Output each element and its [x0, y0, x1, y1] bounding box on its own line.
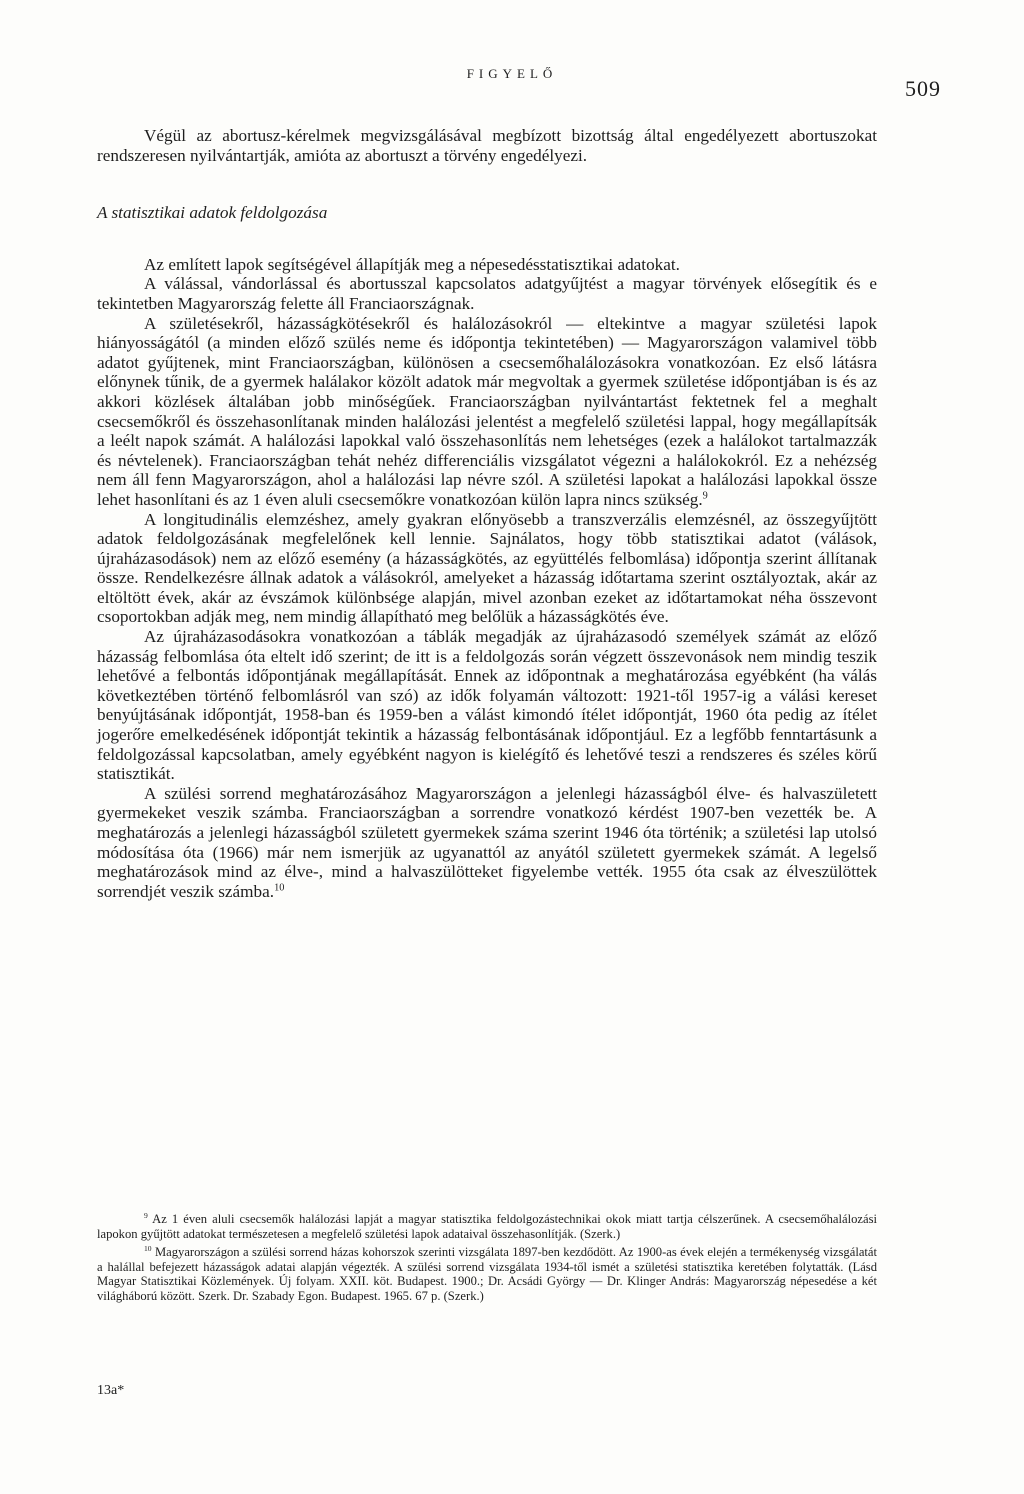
footnote-mark: 9 — [144, 1210, 148, 1220]
signature-mark: 13a* — [97, 1383, 125, 1398]
footnote-text: Magyarországon a szülési sorrend házas kohorszok szerinti vizsgálata 1897-ben kezdődött. Az 1900-as évek elején a termékenység vizsgálatát a halállal befejezett házasságok adatai alapján végezték. A szülési sorrend vizsgálata 1934-től ismét a születési statisztika keretében folytatták. (Lásd Magyar Statisztikai Közlemények. Új folyam. XXII. köt. Budapest. 1900.; Dr. Acsádi György — Dr. Klinger András: Magyarország népesedése a két világháború között. Szerk. Dr. Szabady Egon. Budapest. 1965. 67 p. (Szerk.) — [97, 1245, 877, 1303]
page-number: 509 — [905, 76, 941, 101]
paragraph: Az említett lapok segítségével állapítják meg a népesedésstatisztikai adatokat. — [144, 254, 680, 274]
footnote-mark: 10 — [144, 1244, 152, 1253]
paragraph: A válással, vándorlással és abortusszal kapcsolatos adatgyűjtést a magyar törvények elősegítik és e tekintetben Magyarország felette áll Franciaországnak. — [97, 274, 877, 313]
footnotes — [97, 1212, 877, 1308]
footnote — [97, 1212, 877, 1241]
paragraph: A longitudinális elemzéshez, amely gyakran előnyösebb a transzverzális elemzésnél, az összegyűjtött adatok feldolgozásának megfelelőnek kell lennie. Sajnálatos, hogy több statisztikai adatot (válások, újraházasodások) nem az előző esemény (a házasságkötés, az együttélés felbomlása) időpontja szerint állítanak össze. Rendelkezésre állnak adatok a válásokról, amelyeket a házasság időtartama szerint osztályoztak, akár az eltöltött évek, akár az évszámok különbsége alapján, mivel azonban ezeket az időtartamokat néha összevont csoportokban adják meg, nem mindig állapítható meg belőlük a házasságkötés éve. — [97, 509, 877, 627]
paragraph: Végül az abortusz-kérelmek megvizsgálásával megbízott bizottság által engedélyezett abortuszokat rendszeresen nyilvántartják, amióta az abortuszt a törvény engedélyezi. — [97, 126, 877, 165]
footnote-text: Az 1 éven aluli csecsemők halálozási lapját a magyar statisztika feldolgozástechnikai okok miatt tartja célszerűnek. A csecsemőhalálozási lapokon gyűjtött adatokat természetesen a megfelelő születési lapok adataival összehasonlítják. (Szerk.) — [97, 1212, 877, 1241]
paragraph: Az újraházasodásokra vonatkozóan a táblák megadják az újraházasodó személyek számát az előző házasság felbomlása óta eltelt idő szerint; de itt is a feldolgozás során végzett összevonások nem mindig teszik lehetővé a felbontás időpontjának megállapítását. Ennek az időpontnak a meghatározása egyébként (ha válás következtében történő felbomlásról van szó) az idők folyamán változott: 1921-től 1957-ig a válási kereset benyújtásának időpontját, 1958-ban és 1959-ben a válást kimondó ítélet időpontját, 1960 óta pedig az ítélet jogerőre emelkedésének időpontját tekintik a házasság felbontásának időpontjául. Ez a legfőbb fenntartásunk a feldolgozással kapcsolatban, amely egyébként nagyon is kielégítő és lehetővé teszi a rendszeres és széles körű statisztikát. — [97, 627, 877, 784]
paragraph-text: A születésekről, házasságkötésekről és halálozásokról — eltekintve a magyar születési lapok hiányosságától (a minden előző szülés neme és időpontja tekintetében) — Magyarországon valamivel több adatot gyűjtenek, mint Franciaországban, különösen a csecsemőhalálozásokra vonatkozóan. Ez első látásra előnynek tűnik, de a gyermek halálakor közölt adatok már megvoltak a gyermek születése időpontjában is és az akkori közlések általában jobb minőségűek. Franciaországban nyilvántartást fektetnek fel a meghalt csecsemőkről és összehasonlítanak minden halálozási jelentést a megfelelő születési lappal, hogy megállapítsák a leélt napok számát. A halálozási lapokkal való összehasonlítás nem lehetséges (ezek a halálokot tartalmazzák és névtelenek). Franciaországban tehát nehéz differenciális vizsgálatot végezni a halálokokról. Ez a nehézség nem áll fenn Magyarországon, ahol a halálozási lap névre szól. A születési lapokat a halálozási lapokkal össze lehet hasonlítani és az 1 éven aluli csecsemőkre vonatkozóan külön lapra nincs szükség. — [97, 313, 877, 509]
footnote-ref[interactable]: 10 — [274, 882, 285, 894]
section-heading: A statisztikai adatok feldolgozása — [97, 203, 328, 223]
paragraph — [97, 314, 877, 510]
footnote — [97, 1245, 877, 1303]
running-head: FIGYELŐ — [466, 66, 558, 81]
body-text — [97, 126, 877, 901]
footnote-ref[interactable]: 9 — [702, 490, 708, 502]
paragraph-text: A szülési sorrend meghatározásához Magyarországon a jelenlegi házasságból élve- és halvaszületett gyermekeket veszik számba. Franciaországban a sorrendre vonatkozó kérdést 1907-ben vezették be. A meghatározás a jelenlegi házasságból született gyermekek száma szerint 1946 óta történik; a születési lap utolsó módosítása óta (1966) már nem ismerjük az ugyanattól az anyától született gyermekek számát. A legelső meghatározások mind az élve-, mind a halvaszülötteket figyelembe vették. 1955 óta csak az élveszülöttek sorrendjét veszik számba. — [97, 783, 877, 901]
paragraph — [97, 784, 877, 902]
